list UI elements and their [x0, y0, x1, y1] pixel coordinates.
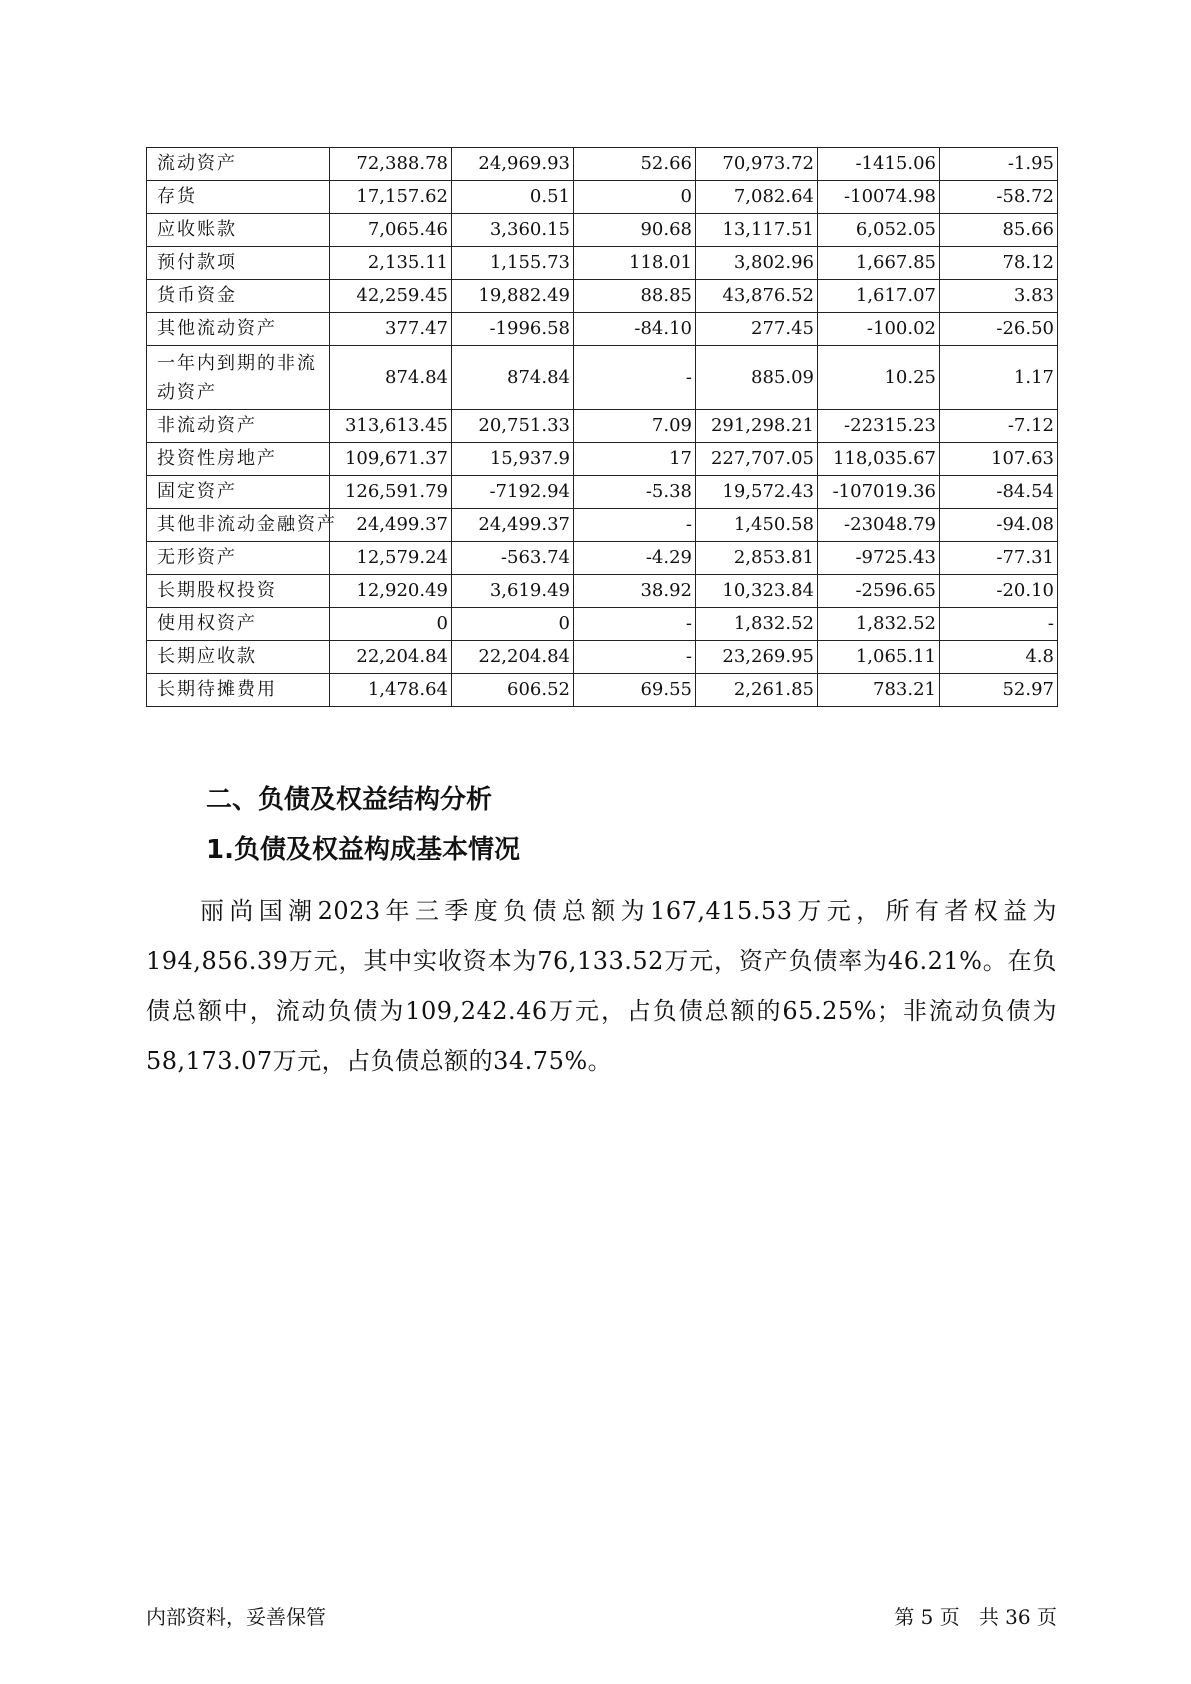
table-row [147, 608, 1058, 641]
value-cell-c3: 0 [574, 181, 696, 214]
value-cell-c6: -94.08 [940, 509, 1058, 542]
value-cell-c2: -7192.94 [452, 476, 574, 509]
value-cell-c4: 43,876.52 [696, 280, 818, 313]
value-cell-c2: 15,937.9 [452, 443, 574, 476]
row-label-cell: 非流动资产 [147, 410, 330, 443]
value-cell-c6: 3.83 [940, 280, 1058, 313]
value-cell-c2: -563.74 [452, 542, 574, 575]
value-cell-c5: -10074.98 [818, 181, 940, 214]
value-cell-c1: 109,671.37 [330, 443, 452, 476]
value-cell-c3: 38.92 [574, 575, 696, 608]
value-cell-c1: 313,613.45 [330, 410, 452, 443]
row-label-cell: 货币资金 [147, 280, 330, 313]
value-cell-c1: 377.47 [330, 313, 452, 346]
value-cell-c6: -26.50 [940, 313, 1058, 346]
table-row [147, 214, 1058, 247]
value-cell-c4: 291,298.21 [696, 410, 818, 443]
footer-page-number: 第 5 页 共 36 页 [894, 1605, 1057, 1629]
value-cell-c2: 19,882.49 [452, 280, 574, 313]
value-cell-c4: 2,261.85 [696, 674, 818, 707]
table-row [147, 443, 1058, 476]
value-cell-c6: -20.10 [940, 575, 1058, 608]
value-cell-c5: -22315.23 [818, 410, 940, 443]
value-cell-c1: 1,478.64 [330, 674, 452, 707]
row-label-cell: 流动资产 [147, 148, 330, 181]
value-cell-c5: -2596.65 [818, 575, 940, 608]
value-cell-c4: 23,269.95 [696, 641, 818, 674]
value-cell-c1: 7,065.46 [330, 214, 452, 247]
value-cell-c2: 20,751.33 [452, 410, 574, 443]
value-cell-c2: 24,969.93 [452, 148, 574, 181]
value-cell-c2: 24,499.37 [452, 509, 574, 542]
value-cell-c4: 7,082.64 [696, 181, 818, 214]
value-cell-c4: 1,450.58 [696, 509, 818, 542]
value-cell-c1: 42,259.45 [330, 280, 452, 313]
value-cell-c6: 85.66 [940, 214, 1058, 247]
table-row [147, 346, 1058, 410]
table-row [147, 575, 1058, 608]
table-row [147, 641, 1058, 674]
value-cell-c4: 1,832.52 [696, 608, 818, 641]
value-cell-c3: 69.55 [574, 674, 696, 707]
row-label-cell: 长期股权投资 [147, 575, 330, 608]
value-cell-c5: 118,035.67 [818, 443, 940, 476]
value-cell-c1: 72,388.78 [330, 148, 452, 181]
value-cell-c1: 17,157.62 [330, 181, 452, 214]
value-cell-c5: 6,052.05 [818, 214, 940, 247]
row-label-cell: 预付款项 [147, 247, 330, 280]
value-cell-c3: -84.10 [574, 313, 696, 346]
value-cell-c5: 10.25 [818, 346, 940, 410]
value-cell-c1: 22,204.84 [330, 641, 452, 674]
table-row [147, 410, 1058, 443]
value-cell-c5: -107019.36 [818, 476, 940, 509]
value-cell-c1: 12,920.49 [330, 575, 452, 608]
table-row [147, 181, 1058, 214]
table-row [147, 476, 1058, 509]
footer-confidential-note: 内部资料，妥善保管 [146, 1605, 326, 1629]
section-subheading: 1.负债及权益构成基本情况 [206, 835, 520, 865]
value-cell-c6: -84.54 [940, 476, 1058, 509]
value-cell-c1: 874.84 [330, 346, 452, 410]
row-label-cell: 一年内到期的非流动资产 [147, 346, 330, 410]
value-cell-c2: 874.84 [452, 346, 574, 410]
value-cell-c6: -58.72 [940, 181, 1058, 214]
row-label-cell: 使用权资产 [147, 608, 330, 641]
section-heading: 二、负债及权益结构分析 [206, 785, 493, 815]
asset-structure-table [146, 147, 1058, 707]
value-cell-c1: 126,591.79 [330, 476, 452, 509]
value-cell-c3: 90.68 [574, 214, 696, 247]
row-label-cell: 其他非流动金融资产 [147, 509, 330, 542]
value-cell-c1: 0 [330, 608, 452, 641]
value-cell-c4: 227,707.05 [696, 443, 818, 476]
value-cell-c5: 1,832.52 [818, 608, 940, 641]
row-label-cell: 应收账款 [147, 214, 330, 247]
row-label-cell: 固定资产 [147, 476, 330, 509]
value-cell-c3: 52.66 [574, 148, 696, 181]
value-cell-c5: -9725.43 [818, 542, 940, 575]
row-label-cell: 长期待摊费用 [147, 674, 330, 707]
value-cell-c6: 78.12 [940, 247, 1058, 280]
value-cell-c4: 70,973.72 [696, 148, 818, 181]
row-label-cell: 无形资产 [147, 542, 330, 575]
value-cell-c3: 88.85 [574, 280, 696, 313]
value-cell-c6: - [940, 608, 1058, 641]
value-cell-c3: 7.09 [574, 410, 696, 443]
row-label-cell: 长期应收款 [147, 641, 330, 674]
table-row [147, 509, 1058, 542]
value-cell-c2: 606.52 [452, 674, 574, 707]
value-cell-c5: 1,065.11 [818, 641, 940, 674]
value-cell-c3: -5.38 [574, 476, 696, 509]
value-cell-c6: 107.63 [940, 443, 1058, 476]
table-row [147, 674, 1058, 707]
value-cell-c1: 12,579.24 [330, 542, 452, 575]
value-cell-c6: -77.31 [940, 542, 1058, 575]
value-cell-c4: 3,802.96 [696, 247, 818, 280]
table-row [147, 148, 1058, 181]
row-label-cell: 投资性房地产 [147, 443, 330, 476]
table-row [147, 542, 1058, 575]
value-cell-c6: -7.12 [940, 410, 1058, 443]
value-cell-c3: 17 [574, 443, 696, 476]
value-cell-c4: 2,853.81 [696, 542, 818, 575]
value-cell-c2: 0 [452, 608, 574, 641]
value-cell-c4: 885.09 [696, 346, 818, 410]
value-cell-c6: -1.95 [940, 148, 1058, 181]
value-cell-c3: 118.01 [574, 247, 696, 280]
body-paragraph: 丽尚国潮2023年三季度负债总额为167,415.53万元，所有者权益为194,856.39万元，其中实收资本为76,133.52万元，资产负债率为46.21%。在负债总额中，流动负债为109,242.46万元，占负债总额的65.25%；非流动负债为58,173.07万元，占负债总额的34.75%。 [146, 897, 1057, 1075]
value-cell-c1: 2,135.11 [330, 247, 452, 280]
value-cell-c5: 1,617.07 [818, 280, 940, 313]
value-cell-c5: -23048.79 [818, 509, 940, 542]
value-cell-c2: 3,360.15 [452, 214, 574, 247]
value-cell-c5: -100.02 [818, 313, 940, 346]
value-cell-c5: 1,667.85 [818, 247, 940, 280]
value-cell-c3: - [574, 641, 696, 674]
table-body [147, 148, 1058, 707]
value-cell-c4: 13,117.51 [696, 214, 818, 247]
value-cell-c4: 19,572.43 [696, 476, 818, 509]
value-cell-c6: 1.17 [940, 346, 1058, 410]
value-cell-c3: -4.29 [574, 542, 696, 575]
value-cell-c5: -1415.06 [818, 148, 940, 181]
value-cell-c2: -1996.58 [452, 313, 574, 346]
value-cell-c3: - [574, 346, 696, 410]
table-row [147, 313, 1058, 346]
value-cell-c6: 4.8 [940, 641, 1058, 674]
value-cell-c4: 277.45 [696, 313, 818, 346]
value-cell-c4: 10,323.84 [696, 575, 818, 608]
value-cell-c2: 1,155.73 [452, 247, 574, 280]
row-label-cell: 其他流动资产 [147, 313, 330, 346]
value-cell-c2: 22,204.84 [452, 641, 574, 674]
value-cell-c6: 52.97 [940, 674, 1058, 707]
value-cell-c3: - [574, 509, 696, 542]
row-label-cell: 存货 [147, 181, 330, 214]
table-row [147, 247, 1058, 280]
value-cell-c1: 24,499.37 [330, 509, 452, 542]
value-cell-c2: 3,619.49 [452, 575, 574, 608]
value-cell-c2: 0.51 [452, 181, 574, 214]
table-row [147, 280, 1058, 313]
value-cell-c5: 783.21 [818, 674, 940, 707]
value-cell-c3: - [574, 608, 696, 641]
